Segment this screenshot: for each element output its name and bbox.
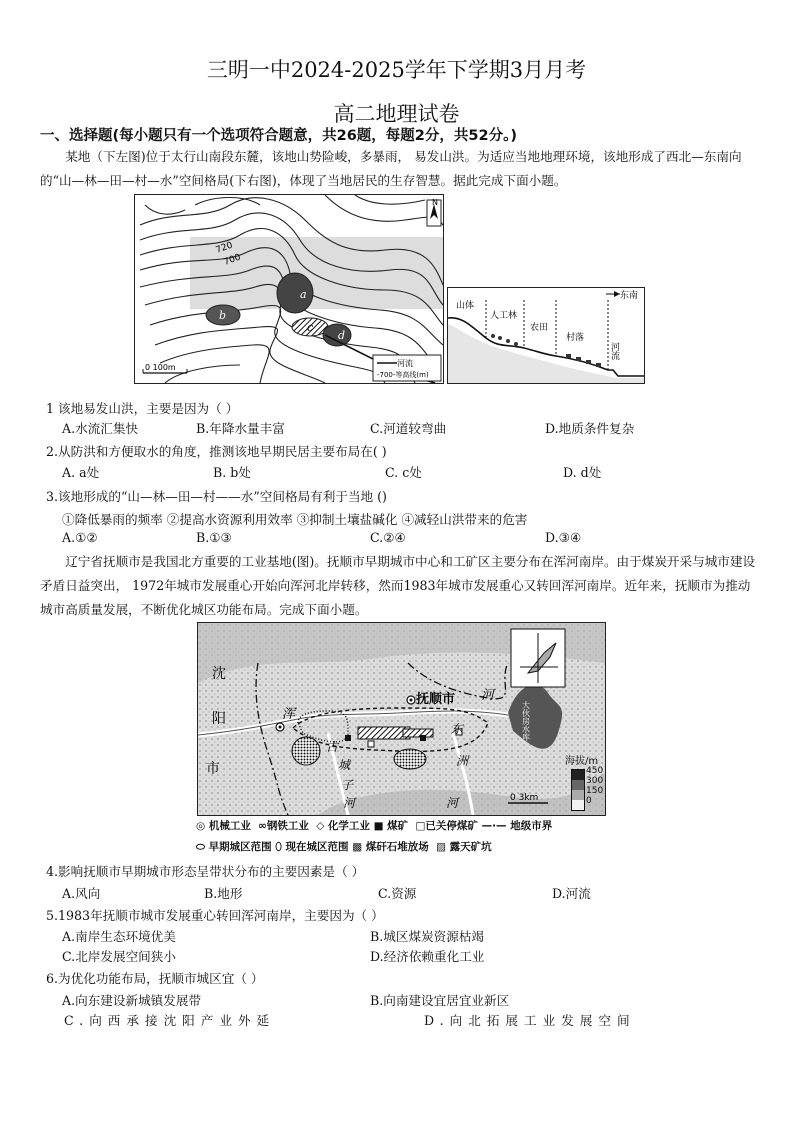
q4-option-a: A.风向: [62, 886, 101, 901]
q6-option-b: B.向南建设宜居宜业新区: [370, 993, 510, 1008]
q2-option-a: A. a处: [62, 465, 100, 480]
q3-option-a: A.①②: [62, 530, 98, 545]
zone-label-village: 村落: [566, 333, 585, 343]
coal-mine-icon: ■: [373, 820, 384, 832]
legend-boundary: 地级市界: [510, 820, 553, 832]
altitude-legend-values: [586, 766, 603, 806]
point-label-a: a: [300, 288, 307, 301]
legend-closed-mine: 已关停煤矿: [425, 820, 478, 832]
altitude-value-450: 450: [586, 766, 604, 776]
fushun-map-drawing: [198, 623, 605, 815]
altitude-value-150: 150: [586, 786, 604, 796]
map-label-he-3: 河: [446, 796, 459, 810]
question-2-stem: 2.从防洪和方便取水的角度，推测该地早期民居主要布局在( ): [46, 444, 387, 459]
q3-option-d: D.③④: [545, 530, 582, 545]
altitude-legend-title: 海拔/m: [565, 756, 599, 767]
map-label-cheng: 城: [338, 758, 351, 772]
contour-map-drawing: [135, 195, 443, 383]
map-label-reservoir: 大伙房水库: [521, 701, 531, 741]
zone-label-mountain: 山体: [456, 301, 475, 311]
map-label-he-2: 河: [343, 796, 356, 810]
point-label-c: c: [307, 321, 314, 334]
contour-map: [134, 194, 444, 384]
cross-section-drawing: [448, 288, 644, 383]
map-label-shi: 市: [206, 761, 220, 777]
question-3-stem: 3.该地形成的“山—林—田—村——水”空间格局有利于当地 (): [46, 489, 387, 504]
contour-label-720: 720: [214, 240, 235, 256]
cross-section-diagram: [447, 287, 645, 384]
machinery-icon: ◎: [196, 820, 206, 832]
question-4-stem: 4.影响抚顺市早期城市形态呈带状分布的主要因素是（ ）: [46, 864, 365, 879]
map-label-fushun-city: 抚顺市: [416, 692, 456, 707]
q5-option-b: B.城区煤炭资源枯竭: [370, 929, 485, 944]
q1-option-b: B.年降水量丰富: [196, 421, 285, 436]
exam-subtitle: 高二地理试卷: [333, 102, 460, 126]
q2-option-d: D. d处: [563, 465, 602, 480]
legend-river: 河流: [397, 359, 413, 368]
q6-option-a: A.向东建设新城镇发展带: [62, 993, 202, 1008]
contour-label-700: 700: [222, 252, 243, 268]
q6-option-c: C.向西承接沈阳产业外延: [64, 1013, 276, 1028]
q4-option-d: D.河流: [552, 886, 591, 901]
passage-2: 辽宁省抚顺市是我国北方重要的工业基地(图)。抚顺市早期城市中心和工矿区主要分布在浑河南岸。由于煤炭开采与城市建设矛盾日益突出， 1972年城市发展重心开始向浑河北岸转移，然而1983年城市发展重心又转回浑河南岸。近年来，抚顺市为推动城市高质量发展，不断优化城区功能布局。完成下面小题。: [40, 554, 756, 617]
legend-steel: 钢铁工业: [266, 820, 309, 832]
legend-chemical: 化学工业: [327, 820, 370, 832]
q5-option-a: A.南岸生态环境优美: [62, 929, 176, 944]
question-1-stem: 1 该地易发山洪，主要是因为（ ）: [46, 401, 239, 416]
altitude-value-300: 300: [586, 776, 604, 786]
q1-option-d: D.地质条件复杂: [545, 421, 635, 436]
q4-option-c: C.资源: [378, 886, 417, 901]
exam-title: 三明一中2024-2025学年下学期3月月考: [206, 58, 587, 82]
fushun-map: [197, 622, 606, 816]
q6-option-d: D.向北拓展工业发展空间: [424, 1013, 636, 1028]
early-area-icon: ⬭: [196, 841, 205, 853]
q3-option-b: B.①③: [196, 530, 232, 545]
q1-option-c: C.河道较弯曲: [370, 421, 447, 436]
map-label-dong: 东: [451, 722, 464, 736]
gangue-icon: ▩: [352, 841, 363, 853]
legend-coal-mine: 煤矿: [387, 820, 409, 832]
map-label-zhou: 洲: [456, 754, 469, 768]
question-5-stem: 5.1983年抚顺市城市发展重心转回浑河南岸，主要因为（ ）: [46, 908, 384, 923]
q2-option-b: B. b处: [213, 465, 251, 480]
q5-option-d: D.经济依赖重化工业: [370, 949, 485, 964]
map-legend-row-2: [196, 839, 492, 854]
scale-label: 0 100m: [145, 363, 176, 372]
boundary-icon: —·—: [481, 820, 507, 832]
legend-early-area: 早期城区范围: [208, 841, 272, 853]
map-label-hun: 浑: [282, 707, 296, 722]
map-label-gu: 古: [326, 740, 339, 754]
map-scale-label: 0 3km: [510, 793, 539, 803]
open-pit-icon: ▨: [436, 841, 447, 853]
legend-current-area: 现在城区范围: [285, 841, 349, 853]
altitude-value-0: 0: [586, 796, 592, 806]
q3-option-c: C.②④: [370, 530, 406, 545]
point-label-d: d: [338, 329, 346, 342]
direction-label: 东南: [620, 291, 639, 301]
q5-option-c: C.北岸发展空间狭小: [62, 949, 176, 964]
map-legend-row-1: [196, 818, 552, 833]
steel-icon: ∞: [258, 820, 267, 832]
map-label-shen: 沈: [212, 666, 226, 682]
map-label-he-1: 河: [481, 688, 495, 703]
chemical-icon: ◇: [316, 820, 325, 832]
question-6-stem: 6.为优化功能布局，抚顺市城区宜（ ）: [46, 971, 264, 986]
closed-mine-icon: □: [415, 820, 426, 832]
legend-machinery: 机械工业: [208, 820, 251, 832]
passage-1: 某地（下左图)位于太行山南段东麓，该地山势险峻，多暴雨， 易发山洪。为适应当地地理环境，该地形成了西北—东南向的“山—林—田—村—水”空间格局(下右图)，体现了当地居民的生存智慧。据此完成下面小题。: [40, 149, 742, 188]
legend-contour: -700-等高线(m): [377, 371, 429, 379]
section-title: 一、选择题(每小题只有一个选项符合题意，共26题，每题2分，共52分。): [40, 128, 517, 144]
current-area-icon: ⬯: [275, 841, 282, 853]
map-label-zi: 子: [341, 778, 354, 792]
point-label-b: b: [219, 309, 227, 322]
north-label: N: [432, 198, 438, 207]
q1-option-a: A.水流汇集快: [62, 421, 139, 436]
altitude-legend-bar: [571, 769, 585, 811]
legend-gangue: 煤矸石堆放场: [365, 841, 429, 853]
legend-open-pit: 露天矿坑: [449, 841, 492, 853]
q2-option-c: C. c处: [385, 465, 422, 480]
zone-label-river: 河流: [609, 342, 619, 360]
q3-statements: ①降低暴雨的频率 ②提高水资源利用效率 ③抑制土壤盐碱化 ④减轻山洪带来的危害: [62, 512, 528, 527]
zone-label-forest: 人工林: [490, 311, 518, 321]
zone-label-farmland: 农田: [530, 323, 549, 333]
map-label-yang: 阳: [212, 711, 226, 727]
q4-option-b: B.地形: [204, 886, 243, 901]
